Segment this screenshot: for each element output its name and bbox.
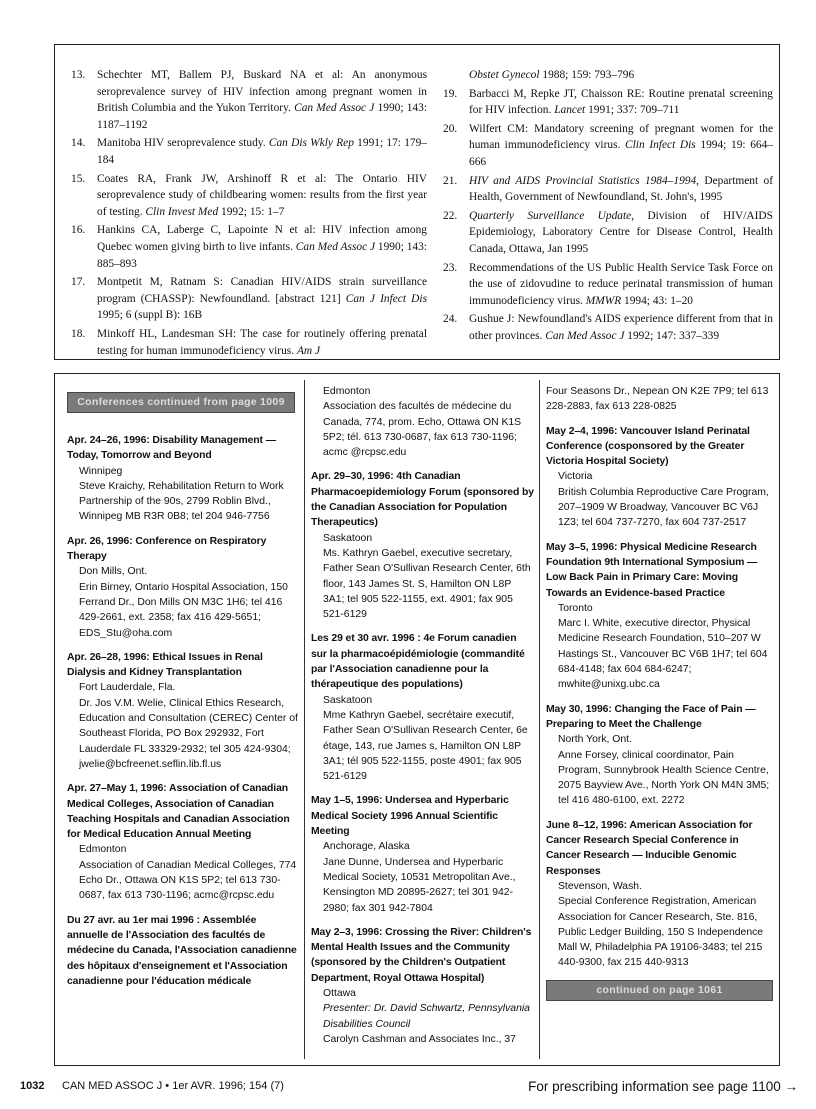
reference-item	[71, 274, 427, 324]
reference-segment: Minkoff HL, Landesman SH: The case for routinely offering prenatal testing for human immunodeficiency virus.	[97, 327, 427, 357]
conference-location: Toronto	[558, 602, 593, 614]
reference-item	[443, 173, 773, 206]
conference-entry	[311, 793, 534, 915]
reference-item	[71, 222, 427, 272]
conference-entry	[67, 433, 299, 525]
conference-entry	[67, 781, 299, 903]
reference-number: 19.	[443, 87, 458, 100]
conference-title: May 2–4, 1996: Vancouver Island Perinatal Conference (cosponsored by the Greater Victoria Hospital Society)	[546, 425, 750, 468]
reference-segment: Gushue J: Newfoundland's AIDS experience different from that in other provinces.	[469, 313, 773, 342]
conference-contact: British Columbia Reproductive Care Program, 207–1909 W Broadway, Vancouver BC V6J 1Z3; tel 604 737-7270, fax 604 737-2517	[558, 486, 769, 529]
reference-segment: Recommendations of the US Public Health Service Task Force on the use of zidovudine to reduce perinatal transmission of human immunodeficiency virus.	[469, 261, 773, 307]
reference-item	[443, 311, 773, 344]
reference-number: 24.	[443, 313, 458, 326]
conference-location: Victoria	[558, 471, 593, 483]
conference-title: Apr. 24–26, 1996: Disability Management — Today, Tomorrow and Beyond	[67, 435, 276, 462]
conference-contact: Steve Kraichy, Rehabilitation Return to Work Partnership of the 90s, 2799 Roblin Blvd., Winnipeg MB R3R 0B8; tel 204 946-7756	[79, 480, 284, 523]
conference-contact: Dr. Jos V.M. Welie, Clinical Ethics Research, Education and Consultation (CEREC) Center of Southeast Florida, PO Box 292932, Fort Lauderdale FL 33329-2932; tel 305 424-9304; jwelie@bcfreenet.seflin.lib.fl.us	[79, 697, 298, 770]
conference-location: Edmonton	[79, 844, 127, 856]
conference-title: May 2–3, 1996: Crossing the River: Children's Mental Health Issues and the Community (sponsored by the Children's Outpatient Department, Royal Ottawa Hospital)	[311, 926, 532, 984]
conference-entry	[311, 631, 534, 784]
reference-segment: 1995; 6 (suppl B): 16B	[97, 309, 203, 322]
reference-segment: 1994; 19: 664–666	[469, 139, 774, 168]
reference-segment: Wilfert CM: Mandatory screening of pregnant women for the human immunodeficiency virus.	[469, 122, 773, 152]
conference-contact: Special Conference Registration, American Association for Cancer Research, Ste. 816, Public Ledger Building, 150 S Independence Mall W, Philadelphia PA 19106-3483; tel 215 440-9300, fax 215 440-9313	[558, 896, 764, 969]
conference-title: Apr. 26, 1996: Conference on Respiratory Therapy	[67, 535, 267, 563]
references-box	[54, 44, 780, 360]
conference-contact: Four Seasons Dr., Nepean ON K2E 7P9; tel 613 228-2883, fax 613 228-0825	[546, 386, 769, 413]
reference-journal: Can Med Assoc J	[545, 329, 625, 342]
reference-journal: HIV and AIDS Provincial Statistics 1984–1994	[469, 174, 697, 187]
conference-list	[546, 384, 771, 971]
reference-journal: Can Med Assoc J	[295, 240, 376, 253]
reference-segment: 1991; 337: 709–711	[585, 104, 680, 117]
reference-text	[97, 135, 427, 168]
conference-entry	[546, 424, 771, 531]
conference-list	[311, 384, 534, 1047]
reference-text	[97, 67, 427, 133]
reference-segment: 1988; 159: 793–796	[539, 69, 635, 81]
reference-segment: 1991; 17: 179–184	[97, 137, 427, 166]
conference-list	[67, 433, 299, 989]
reference-journal: Can Med Assoc J	[294, 102, 375, 115]
references-left-column	[71, 67, 427, 361]
reference-number: 16.	[71, 224, 86, 237]
reference-number: 21.	[443, 174, 458, 187]
reference-number: 23.	[443, 261, 458, 274]
conference-entry	[311, 925, 534, 1047]
conference-contact: Erin Birney, Ontario Hospital Association, 150 Ferrand Dr., Don Mills ON M3C 1H6; tel 416 429-2661, ext. 2358; fax 416 429-5651; EDS_Stu@oha.com	[79, 581, 288, 639]
conference-column-1	[67, 384, 299, 1059]
reference-segment: 1992; 147: 337–339	[624, 329, 720, 342]
conference-column-2	[311, 384, 534, 1059]
page-number: 1032	[20, 1080, 45, 1092]
reference-text	[97, 171, 427, 221]
reference-segment: 1994; 43: 1–20	[621, 294, 693, 307]
reference-item	[71, 326, 427, 359]
reference-journal: Am J	[296, 344, 321, 357]
continued-on-banner: continued on page 1061	[546, 980, 773, 1001]
reference-number: 15.	[71, 172, 86, 185]
conference-location: Edmonton	[323, 386, 371, 397]
reference-item	[71, 171, 427, 221]
reference-text	[469, 260, 773, 310]
column-divider	[304, 380, 305, 1059]
conference-contact: Ms. Kathryn Gaebel, executive secretary, Father Sean O'Sullivan Research Center, 6th floor, 143 James St. S, Hamilton ON L8P 3A1; tel 905 522-1155, ext. 4901; fax 905 521-6129	[323, 547, 531, 621]
conference-title: May 1–5, 1996: Undersea and Hyperbaric Medical Society 1996 Annual Scientific Meeting	[311, 795, 509, 838]
conference-entry	[67, 650, 299, 772]
reference-item	[71, 67, 427, 133]
conference-title: May 3–5, 1996: Physical Medicine Research Foundation 9th International Symposium — Low Back Pain in Primary Care: Moving Towards an Evidence-based Practice	[546, 541, 758, 599]
reference-item	[443, 121, 773, 171]
reference-journal: Clin Infect Dis	[625, 139, 696, 152]
conference-contact: Jane Dunne, Undersea and Hyperbaric Medical Society, 10531 Metropolitan Ave., Kensington MD 20895-2627; tel 301 942-2980; fax 301 942-7804	[323, 856, 516, 914]
conference-contact: Association des facultés de médecine du Canada, 774, prom. Echo, Ottawa ON K1S 5P2; tél. 613 730-0687, fax 613 730-1196; acmc @rcpsc.edu	[323, 401, 522, 459]
column-divider	[539, 380, 540, 1059]
conference-title: Apr. 26–28, 1996: Ethical Issues in Renal Dialysis and Kidney Transplantation	[67, 651, 263, 679]
reference-text	[469, 67, 773, 84]
reference-number	[443, 67, 469, 84]
reference-journal: Can J Infect Dis	[345, 292, 428, 305]
journal-citation: CAN MED ASSOC J • 1er AVR. 1996; 154 (7)	[62, 1080, 284, 1092]
reference-item	[443, 86, 773, 119]
reference-segment: Manitoba HIV seroprevalence study.	[97, 137, 269, 150]
reference-number: 22.	[443, 209, 458, 222]
reference-segment: 1992; 15: 1–7	[218, 205, 285, 218]
continued-from-banner: Conferences continued from page 1009	[67, 392, 295, 413]
reference-journal: Lancet	[554, 104, 586, 117]
conference-contact: Anne Forsey, clinical coordinator, Pain Program, Sunnybrook Health Science Centre, 2075 Bayview Ave., North York ON M4N 3M5; tel 416 480-6100, ext. 2272	[558, 749, 770, 807]
reference-number: 18.	[71, 327, 86, 340]
conference-entry	[546, 540, 771, 693]
reference-item	[71, 135, 427, 168]
reference-text	[469, 86, 773, 119]
conference-location: Saskatoon	[323, 532, 373, 544]
reference-segment: 1990; 143: 1187–1192	[97, 102, 427, 131]
reference-journal: MMWR	[585, 294, 622, 307]
conference-entry	[311, 469, 534, 622]
conference-title: Apr. 27–May 1, 1996: Association of Canadian Medical Colleges, Association of Canadian Teaching Hospitals and Canadian Association for Medical Education Annual Meeting	[67, 783, 290, 841]
conference-presenter: Presenter: Dr. David Schwartz, Pennsylvania Disabilities Council	[323, 1003, 530, 1030]
reference-journal: Quarterly Surveillance Update	[469, 209, 632, 222]
reference-text	[97, 326, 427, 359]
conference-contact: Mme Kathryn Gaebel, secrétaire executif, Father Sean O'Sullivan Research Center, 6e étage, 143, rue James s, Hamilton ON L8P 3A1; tél 905 522-1155, poste 4901; fax 905 521-6129	[323, 709, 528, 783]
conference-title: May 30, 1996: Changing the Face of Pain — Preparing to Meet the Challenge	[546, 703, 756, 730]
conference-location: North York, Ont.	[558, 734, 632, 746]
conference-entry	[311, 384, 534, 460]
reference-item	[443, 260, 773, 310]
conference-location: Don Mills, Ont.	[79, 566, 148, 578]
conference-contact: Marc I. White, executive director, Physical Medicine Research Foundation, 510–207 W Hastings St., Vancouver BC V6B 1H7; tel 604 684-4148; fax 604 684-6247; mwhite@unixg.ubc.ca	[558, 618, 768, 691]
reference-journal: Clin Invest Med	[145, 205, 219, 218]
page-footer	[20, 1080, 810, 1098]
reference-text	[469, 173, 773, 206]
conference-location: Winnipeg	[79, 465, 123, 477]
reference-segment: Montpetit M, Ratnam S: Canadian HIV/AIDS strain surveillance program (CHASSP): Newfoundland. [abstract 121]	[97, 276, 427, 305]
conference-contact: Carolyn Cashman and Associates Inc., 37	[323, 1033, 516, 1045]
reference-journal: Can Dis Wkly Rep	[268, 137, 354, 150]
conferences-box	[54, 373, 780, 1066]
conference-entry	[546, 384, 771, 415]
conference-location: Stevenson, Wash.	[558, 880, 642, 892]
reference-segment: 1990; 143: 885–893	[97, 240, 427, 270]
conference-column-3	[546, 384, 771, 1059]
conference-location: Saskatoon	[323, 694, 373, 706]
reference-item	[443, 67, 773, 84]
conference-location: Anchorage, Alaska	[323, 841, 410, 853]
reference-segment: Coates RA, Frank JW, Arshinoff R et al: The Ontario HIV seroprevalence study of childbearing women: results from the first year of testing.	[97, 172, 427, 218]
prescribing-info-note: For prescribing information see page 1100 →	[528, 1079, 798, 1094]
reference-segment: , Department of Health, Government of Newfoundland, St. John's, 1995	[469, 174, 773, 204]
conference-entry	[67, 913, 299, 989]
conference-title: Apr. 29–30, 1996: 4th Canadian Pharmacoepidemiology Forum (sponsored by the Canadian Association for Population Therapeutics)	[311, 471, 534, 529]
conference-contact: Association of Canadian Medical Colleges, 774 Echo Dr., Ottawa ON K1S 5P2; tel 613 730-0687, fax 613 730-1196; acmc@rcpsc.edu	[79, 859, 297, 902]
reference-text	[97, 222, 427, 272]
reference-text	[469, 311, 773, 344]
reference-segment: Barbacci M, Repke JT, Chaisson RE: Routine prenatal screening for HIV infection.	[469, 87, 773, 117]
reference-segment: Hankins CA, Laberge C, Lapointe N et al: HIV infection among Quebec women giving birth to live infants.	[97, 224, 427, 253]
conference-title: June 8–12, 1996: American Association for Cancer Research Special Conference in Cancer Research — Inducible Genomic Responses	[546, 819, 753, 877]
reference-text	[469, 208, 773, 258]
reference-journal: Obstet Gynecol	[469, 69, 540, 81]
reference-text	[469, 121, 773, 171]
references-right-column	[443, 67, 773, 347]
reference-segment: , Division of HIV/AIDS Epidemiology, Laboratory Centre for Disease Control, Health Canada, Ottawa, Jan 1995	[469, 209, 773, 255]
conference-title: Du 27 avr. au 1er mai 1996 : Assemblée annuelle de l'Association des facultés de médecine du Canada, l'Association canadienne des hôpitaux d'enseignement et l'Association canadienne pour l'éducation médicale	[67, 914, 297, 987]
reference-text	[97, 274, 427, 324]
reference-number: 17.	[71, 276, 86, 289]
conference-location: Ottawa	[323, 987, 356, 999]
reference-item	[443, 208, 773, 258]
conference-title: Les 29 et 30 avr. 1996 : 4e Forum canadien sur la pharmacoépidémiologie (commandité par l'Association canadienne pour la thérapeutique des populations)	[311, 633, 525, 691]
conference-entry	[67, 534, 299, 641]
conference-entry	[546, 818, 771, 971]
reference-number: 13.	[71, 69, 86, 81]
reference-number: 20.	[443, 122, 458, 135]
reference-segment: Schechter MT, Ballem PJ, Buskard NA et al: An anonymous seroprevalence survey of HIV infection among pregnant women in British Columbia and the Yukon Territory.	[97, 69, 427, 115]
conference-entry	[546, 702, 771, 809]
conference-location: Fort Lauderdale, Fla.	[79, 682, 176, 694]
reference-number: 14.	[71, 137, 86, 150]
